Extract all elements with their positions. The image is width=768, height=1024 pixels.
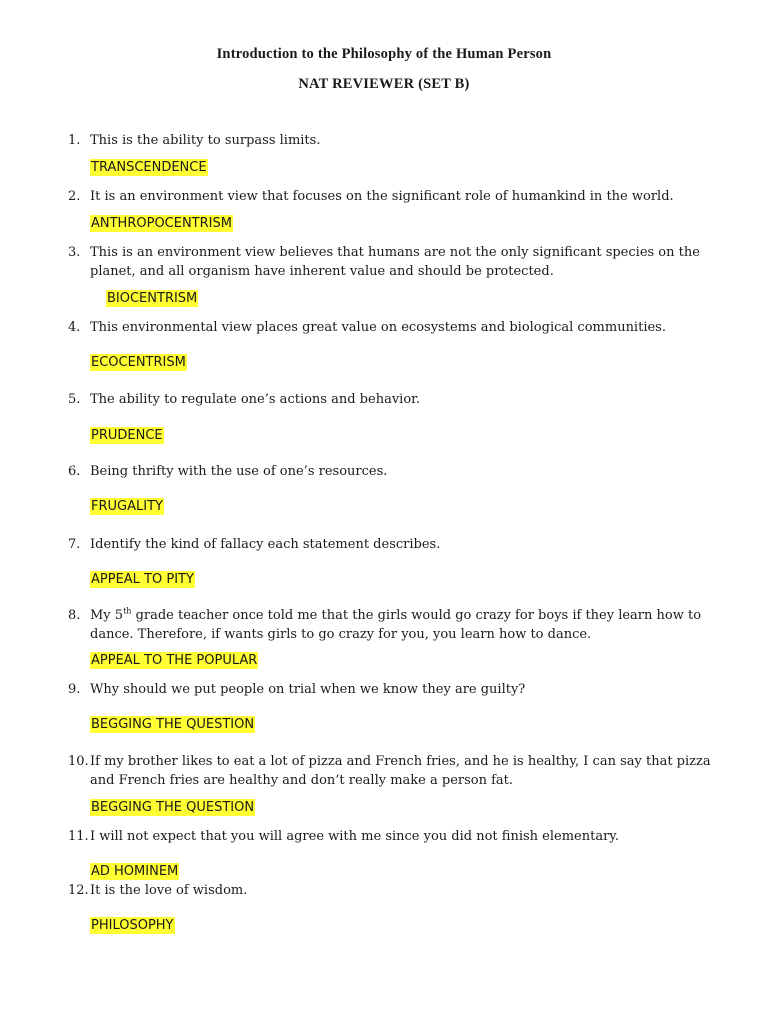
question-text: It is an environment view that focuses on the significant role of humankind in the world.	[90, 189, 674, 204]
question-number: 8.	[68, 608, 81, 623]
question-number: 12.	[68, 883, 89, 898]
superscript-ordinal: th	[123, 606, 132, 616]
question-12	[68, 881, 728, 900]
question-8	[68, 606, 728, 644]
question-10	[68, 752, 728, 790]
question-text: This environmental view places great value on ecosystems and biological communities.	[90, 320, 666, 335]
question-text: Being thrifty with the use of one’s resources.	[90, 464, 388, 479]
answer-12: PHILOSOPHY	[91, 918, 174, 933]
question-number: 10.	[68, 754, 89, 769]
question-text: My 5th grade teacher once told me that the girls would go crazy for boys if they learn how to dance. Therefore, if wants girls to go crazy for you, you learn how to dance.	[90, 606, 702, 642]
question-3	[68, 243, 728, 281]
question-number: 6.	[68, 464, 81, 479]
question-text: The ability to regulate one’s actions and behavior.	[90, 392, 421, 407]
document-subtitle: NAT REVIEWER (SET B)	[298, 76, 470, 92]
question-text: Why should we put people on trial when we know they are guilty?	[90, 682, 526, 697]
question-number: 4.	[68, 320, 81, 335]
question-11	[68, 827, 728, 846]
question-number: 7.	[68, 537, 81, 552]
question-9	[68, 680, 728, 699]
question-number: 9.	[68, 682, 81, 697]
question-number: 5.	[68, 392, 81, 407]
answer-7: APPEAL TO PITY	[91, 572, 194, 587]
answer-6: FRUGALITY	[91, 499, 163, 514]
question-text: This is an environment view believes that humans are not the only significant species on the planet, and all organism have inherent value and should be protected.	[90, 245, 700, 279]
answer-2: ANTHROPOCENTRISM	[91, 216, 232, 231]
answer-1: TRANSCENDENCE	[91, 160, 207, 175]
answer-10: BEGGING THE QUESTION	[91, 800, 255, 815]
question-number: 11.	[68, 829, 89, 844]
answer-8: APPEAL TO THE POPULAR	[91, 653, 258, 668]
question-number: 3.	[68, 245, 81, 260]
answer-4: ECOCENTRISM	[91, 355, 186, 370]
question-text: If my brother likes to eat a lot of pizza and French fries, and he is healthy, I can say that pizza and French fries are healthy and don’t really make a person fat.	[90, 754, 711, 788]
answer-5: PRUDENCE	[91, 428, 163, 443]
document-title: Introduction to the Philosophy of the Human Person	[216, 46, 552, 62]
question-1	[68, 131, 728, 150]
question-text: It is the love of wisdom.	[90, 883, 248, 898]
answer-11: AD HOMINEM	[91, 864, 179, 879]
question-text: Identify the kind of fallacy each statement describes.	[90, 537, 441, 552]
question-7	[68, 535, 728, 554]
question-5	[68, 390, 728, 409]
question-text: This is the ability to surpass limits.	[90, 133, 321, 148]
question-2	[68, 187, 728, 206]
question-number: 1.	[68, 133, 81, 148]
question-4	[68, 318, 728, 337]
question-6	[68, 462, 728, 481]
answer-3: BIOCENTRISM	[107, 291, 198, 306]
answer-9: BEGGING THE QUESTION	[91, 717, 255, 732]
question-text: I will not expect that you will agree with me since you did not finish elementary.	[90, 829, 620, 844]
question-number: 2.	[68, 189, 81, 204]
